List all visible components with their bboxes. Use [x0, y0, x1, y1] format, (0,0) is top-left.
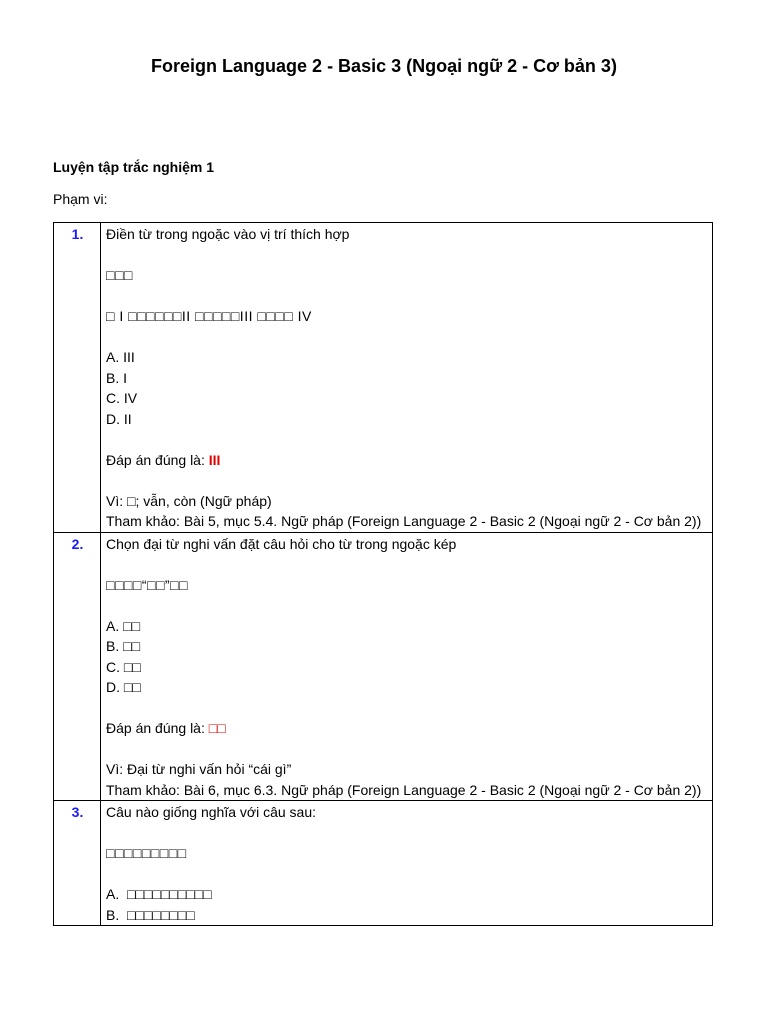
option-a: A. III [106, 349, 135, 365]
answer-value: III [208, 451, 221, 468]
answer-label: Đáp án đúng là: [106, 720, 209, 736]
answer-label: Đáp án đúng là: [106, 451, 209, 468]
question-prompt: Câu nào giống nghĩa với câu sau: [106, 804, 316, 820]
question-content [101, 801, 713, 926]
question-row [54, 532, 713, 801]
section-title: Luyện tập trắc nghiệm 1 [53, 159, 215, 175]
question-word: □□□ [106, 267, 133, 283]
option-b: B. □□□□□□□□ [106, 906, 195, 923]
option-d: D. II [106, 410, 132, 427]
answer-value: □□ [208, 720, 226, 736]
question-row [54, 801, 713, 926]
question-number: 3. [54, 801, 101, 926]
option-d: D. □□ [106, 679, 141, 695]
reference: Tham khảo: Bài 5, mục 5.4. Ngữ pháp (Foreign Language 2 - Basic 2 (Ngoại ngữ 2 - Cơ bản 2)) [106, 513, 702, 529]
option-b: B. I [106, 369, 128, 386]
option-a: A. □□ [106, 617, 141, 634]
explanation: Vì: □; vẫn, còn (Ngữ pháp) [106, 492, 272, 509]
option-b: B. □□ [106, 638, 141, 654]
explanation: Vì: Đại từ nghi vấn hỏi “cái gì” [106, 761, 292, 777]
questions-table [53, 222, 713, 926]
question-sentence: □□□□□□□□□ [106, 845, 187, 861]
option-a: A. □□□□□□□□□□ [106, 886, 212, 902]
answer-line [106, 718, 708, 739]
answer-line [106, 450, 708, 471]
question-number: 2. [54, 532, 101, 801]
option-c: C. IV [106, 390, 138, 406]
option-c: C. □□ [106, 658, 141, 675]
question-content [101, 223, 713, 533]
question-number: 1. [54, 223, 101, 533]
question-prompt: Chọn đại từ nghi vấn đặt câu hỏi cho từ trong ngoặc kép [106, 535, 457, 552]
question-row [54, 223, 713, 533]
document-title: Foreign Language 2 - Basic 3 (Ngoại ngữ 2 - Cơ bản 3) [151, 56, 617, 76]
scope-label: Phạm vi: [53, 191, 108, 207]
question-sentence: □ I □□□□□□II □□□□□III □□□□ IV [106, 308, 312, 324]
question-sentence: □□□□“□□”□□ [106, 576, 188, 593]
question-prompt: Điền từ trong ngoặc vào vị trí thích hợp [106, 226, 350, 242]
question-content [101, 532, 713, 801]
reference: Tham khảo: Bài 6, mục 6.3. Ngữ pháp (Foreign Language 2 - Basic 2 (Ngoại ngữ 2 - Cơ bản 2)) [106, 781, 702, 798]
